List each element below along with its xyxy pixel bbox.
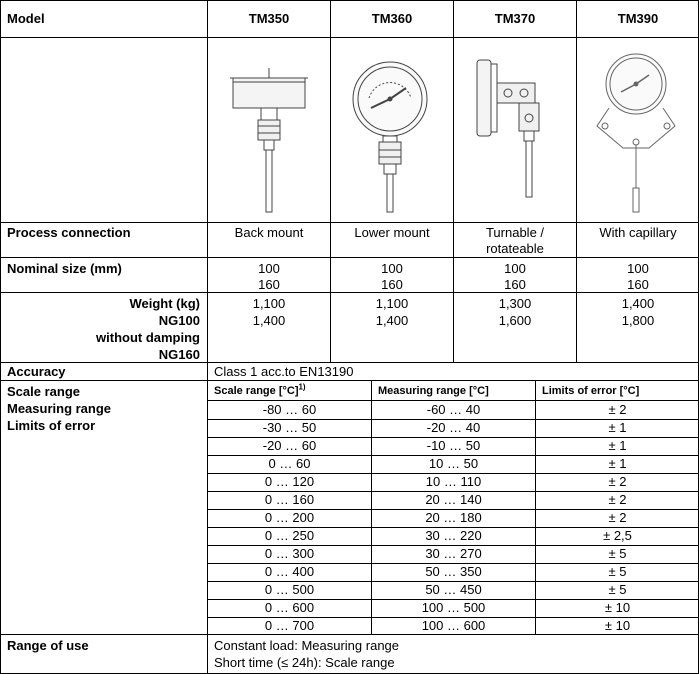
nominal-size-tm350-b: 160 [258,277,280,292]
scale-cell: -60 … 40 [426,402,481,417]
gauge-turnable-icon [454,38,576,222]
process-connection-tm350: Back mount [234,225,304,240]
scale-cell: 100 … 500 [421,600,486,615]
nominal-size-tm360-b: 160 [381,277,403,292]
weight-tm370-a: 1,300 [498,296,532,311]
model-tm360: TM360 [371,11,413,26]
col-header-scale-range [214,383,306,399]
accuracy-label: Accuracy [7,364,66,379]
process-connection-tm390: With capillary [599,225,677,240]
gauge-back-mount-icon [208,38,330,222]
range-of-use-label: Range of use [7,638,89,653]
scale-cell: ± 1 [608,438,627,453]
scale-cell: ± 1 [608,420,627,435]
accuracy-value: Class 1 acc.to EN13190 [214,364,354,379]
weight-without-damping-label: without damping [96,330,200,345]
weight-ng160-label: NG160 [158,347,200,362]
footnote-marker: 1) [298,382,306,392]
col-header-scale-range-text: Scale range [°C] [214,385,299,397]
weight-tm360-b: 1,400 [375,313,409,328]
col-header-measuring-range: Measuring range [°C] [378,385,489,397]
scale-cell: 10 … 50 [428,456,479,471]
scale-cell: 0 … 60 [268,456,311,471]
scale-cell: ± 5 [608,564,627,579]
scale-cell: ± 1 [608,456,627,471]
scale-cell: -80 … 60 [262,402,317,417]
nominal-size-tm390-b: 160 [627,277,649,292]
gauge-capillary-icon [577,38,699,222]
weight-tm350-b: 1,400 [252,313,286,328]
model-label: Model [7,11,45,26]
nominal-size-tm360-a: 100 [381,261,403,276]
scale-cell: ± 5 [608,582,627,597]
weight-label: Weight (kg) [129,296,200,311]
scale-cell: 0 … 500 [264,582,315,597]
range-of-use-line2: Short time (≤ 24h): Scale range [214,655,395,670]
nominal-size-tm390-a: 100 [627,261,649,276]
scale-cell: 100 … 600 [421,618,486,633]
scale-cell: -30 … 50 [262,420,317,435]
scale-cell: ± 2 [608,474,627,489]
col-header-limits-of-error: Limits of error [°C] [542,385,640,397]
model-tm350: TM350 [248,11,290,26]
model-tm390: TM390 [617,11,659,26]
weight-tm360-a: 1,100 [375,296,409,311]
scale-cell: -20 … 40 [426,420,481,435]
measuring-range-label: Measuring range [7,401,112,416]
scale-cell: -10 … 50 [426,438,481,453]
process-connection-label: Process connection [7,225,131,240]
scale-cell: 0 … 600 [264,600,315,615]
scale-cell: 0 … 120 [264,474,315,489]
scale-cell: 50 … 450 [425,582,482,597]
scale-cell: 0 … 200 [264,510,315,525]
range-of-use-line1: Constant load: Measuring range [214,638,400,653]
scale-cell: 30 … 270 [425,546,482,561]
scale-cell: 10 … 110 [425,474,482,489]
nominal-size-tm370-b: 160 [504,277,526,292]
scale-cell: ± 2,5 [603,528,632,543]
scale-cell: ± 10 [604,618,631,633]
scale-cell: ± 2 [608,402,627,417]
scale-cell: 0 … 160 [264,492,315,507]
scale-cell: 30 … 220 [425,528,482,543]
scale-cell: -20 … 60 [262,438,317,453]
scale-range-label: Scale range [7,384,80,399]
scale-cell: 20 … 140 [425,492,482,507]
model-tm370: TM370 [494,11,536,26]
process-connection-tm370-line1: Turnable / [485,225,545,240]
scale-cell: ± 2 [608,510,627,525]
scale-cell: 20 … 180 [425,510,482,525]
weight-tm350-a: 1,100 [252,296,286,311]
scale-cell: ± 10 [604,600,631,615]
weight-tm390-a: 1,400 [621,296,655,311]
process-connection-tm360: Lower mount [354,225,430,240]
scale-cell: 50 … 350 [425,564,482,579]
scale-cell: 0 … 300 [264,546,315,561]
nominal-size-tm370-a: 100 [504,261,526,276]
scale-cell: 0 … 700 [264,618,315,633]
nominal-size-tm350-a: 100 [258,261,280,276]
limits-of-error-label: Limits of error [7,418,96,433]
nominal-size-label: Nominal size (mm) [7,261,122,276]
scale-cell: ± 2 [608,492,627,507]
weight-tm390-b: 1,800 [621,313,655,328]
weight-ng100-label: NG100 [158,313,200,328]
scale-cell: ± 5 [608,546,627,561]
scale-cell: 0 … 250 [264,528,315,543]
scale-cell: 0 … 400 [264,564,315,579]
process-connection-tm370-line2: rotateable [486,241,544,256]
weight-tm370-b: 1,600 [498,313,532,328]
gauge-lower-mount-icon [331,38,453,222]
